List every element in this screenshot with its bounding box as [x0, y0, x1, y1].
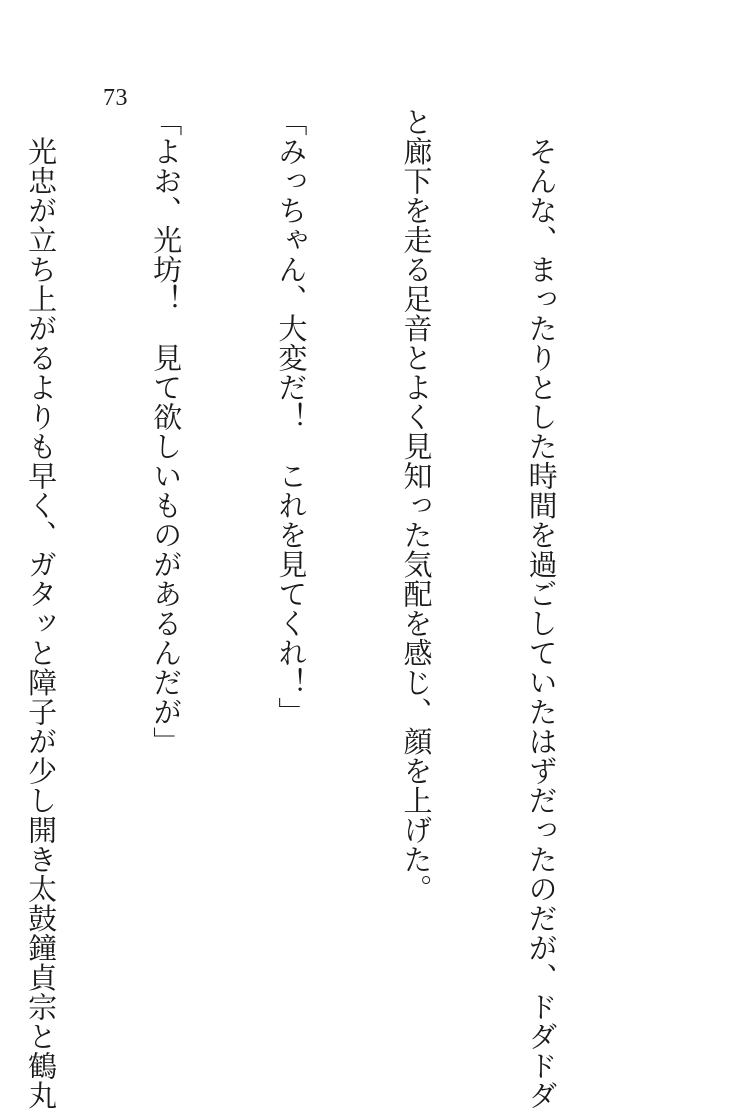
- text-line: 「よお、光坊！ 見て欲しいものがあるんだが」: [149, 107, 184, 756]
- page-number: 73: [103, 85, 128, 111]
- text-line: 「みっちゃん、大変だ！ これを見てくれ！」: [274, 107, 309, 727]
- text-line: 光忠が立ち上がるよりも早く、ガタッと障子が少し開き太鼓鐘貞宗と鶴丸: [24, 107, 59, 1110]
- vertical-text-body: [0, 107, 645, 1110]
- text-line: と廊下を走る足音とよく見知った気配を感じ、顔を上げた。: [399, 107, 434, 904]
- text-line: そんな、まったりとした時間を過ごしていたはずだったのだが、ドダドダ: [524, 107, 559, 1110]
